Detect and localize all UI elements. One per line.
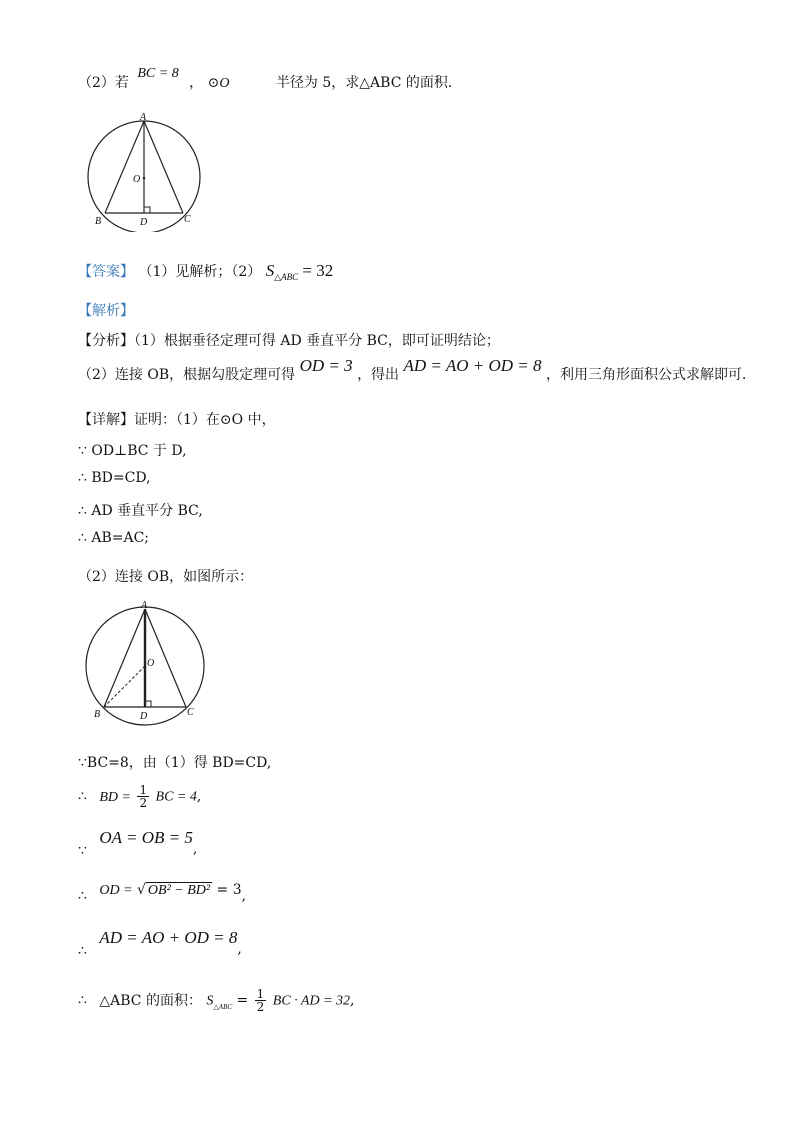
center-dot (143, 177, 146, 180)
step1-2: ∴ BD=CD, (78, 470, 151, 486)
side-ac (144, 121, 183, 213)
fenxi-line (78, 330, 500, 350)
fraction-den-2: 2 (256, 1000, 265, 1014)
label-d: D (140, 217, 148, 228)
answer-formula-rest: = 32 (298, 261, 334, 280)
step2-4-lhs: OD = (99, 883, 133, 898)
sqrt-sign: √ (137, 882, 146, 898)
label-d-2: D (140, 711, 148, 722)
label-o-2: O (147, 658, 155, 669)
step2-4 (78, 882, 247, 904)
fenxi2-post: ，利用三角形面积公式求解即可． (545, 367, 756, 383)
step2-6-sub: △ABC (213, 1002, 233, 1011)
segment-ob-dashed (104, 666, 145, 707)
step2-3 (78, 828, 198, 859)
side-ab-2 (104, 609, 145, 707)
step1-4: ∴ AB=AC; (78, 530, 150, 546)
answer-formula-s: S (265, 261, 275, 280)
step2-6-sym: ∴ (78, 992, 87, 1009)
fenxi-tag: 【分析】 (78, 333, 134, 349)
step2-6-pre: △ABC 的面积： (99, 992, 202, 1009)
part2-intro: （2）连接 OB，如图所示： (78, 569, 254, 585)
comma: ， (189, 75, 204, 91)
step1-3: ∴ AD 垂直平分 BC, (78, 503, 203, 519)
step2-5-formula: AD = AO + OD = 8 (99, 928, 238, 947)
question-line (78, 66, 462, 92)
step2-5 (78, 928, 242, 959)
step1-1: ∵ OD⊥BC 于 D, (78, 443, 187, 459)
label-b-2: B (94, 709, 101, 720)
step2-3-sym: ∵ (78, 843, 87, 859)
step2-4-end: , (241, 888, 247, 904)
answer-formula-sub: △ABC (274, 272, 299, 282)
side-ab (105, 121, 144, 213)
fraction-half (137, 784, 149, 809)
step2-2-end: , (196, 788, 202, 805)
fenxi2-pre: （2）连接 OB，根据勾股定理可得 (78, 367, 296, 383)
figure-2 (82, 598, 212, 726)
detail-line (78, 409, 276, 429)
answer-tag: 【答案】 (78, 264, 134, 280)
fraction-half-2 (255, 988, 267, 1013)
fenxi2-line (78, 356, 756, 384)
step2-6-end: , (350, 992, 355, 1009)
step2-6-rhs: BC · AD = 32 (272, 993, 351, 1009)
detail-tag: 【详解】 (78, 412, 134, 428)
step2-2 (78, 784, 201, 809)
step2-6-eq: = (236, 992, 249, 1009)
step2-3-formula: OA = OB = 5 (99, 828, 193, 847)
step2-5-end: , (237, 941, 242, 957)
label-a: A (140, 112, 147, 123)
step2-2-lhs: BD = (99, 789, 131, 805)
label-c: C (184, 214, 191, 225)
step2-4-sym: ∴ (78, 888, 87, 904)
step2-2-rhs: BC = 4 (155, 789, 197, 805)
analysis-tag: 【解析】 (78, 303, 134, 319)
question-part: （2）若 (78, 75, 129, 91)
right-angle-mark (144, 207, 150, 213)
fenxi2-formula2: AD = AO + OD = 8 (403, 356, 542, 375)
fraction-den: 2 (139, 796, 148, 810)
step2-4-rhs: = 3 (216, 882, 242, 898)
fraction-num-2: 1 (256, 987, 265, 1001)
detail-text: 证明：（1）在⊙O 中， (134, 412, 276, 428)
step2-6-s: S (206, 993, 214, 1009)
step2-3-end: , (192, 841, 198, 857)
fraction-num: 1 (139, 783, 148, 797)
step2-4-root: OB² − BD² (147, 883, 211, 898)
figure-1 (84, 112, 214, 232)
answer-text: （1）见解析；（2） (138, 264, 262, 280)
label-o: O (133, 174, 141, 185)
circle-o: ⊙O (207, 76, 230, 91)
step2-2-sym: ∴ (78, 788, 87, 805)
step2-5-sym: ∴ (78, 943, 87, 959)
label-c-2: C (187, 707, 194, 718)
fenxi-text: （1）根据垂径定理可得 AD 垂直平分 BC，即可证明结论； (134, 333, 500, 349)
label-b: B (95, 216, 102, 227)
fenxi2-mid: ，得出 (357, 367, 400, 383)
fenxi2-formula1: OD = 3 (299, 356, 353, 375)
question-tail: 半径为 5，求△ABC 的面积． (275, 75, 462, 91)
step2-6 (78, 988, 354, 1013)
label-a-2: A (141, 600, 148, 611)
bc-given: BC = 8 (137, 66, 179, 81)
step2-1: ∵BC=8，由（1）得 BD=CD, (78, 755, 272, 771)
answer-line (78, 261, 333, 281)
